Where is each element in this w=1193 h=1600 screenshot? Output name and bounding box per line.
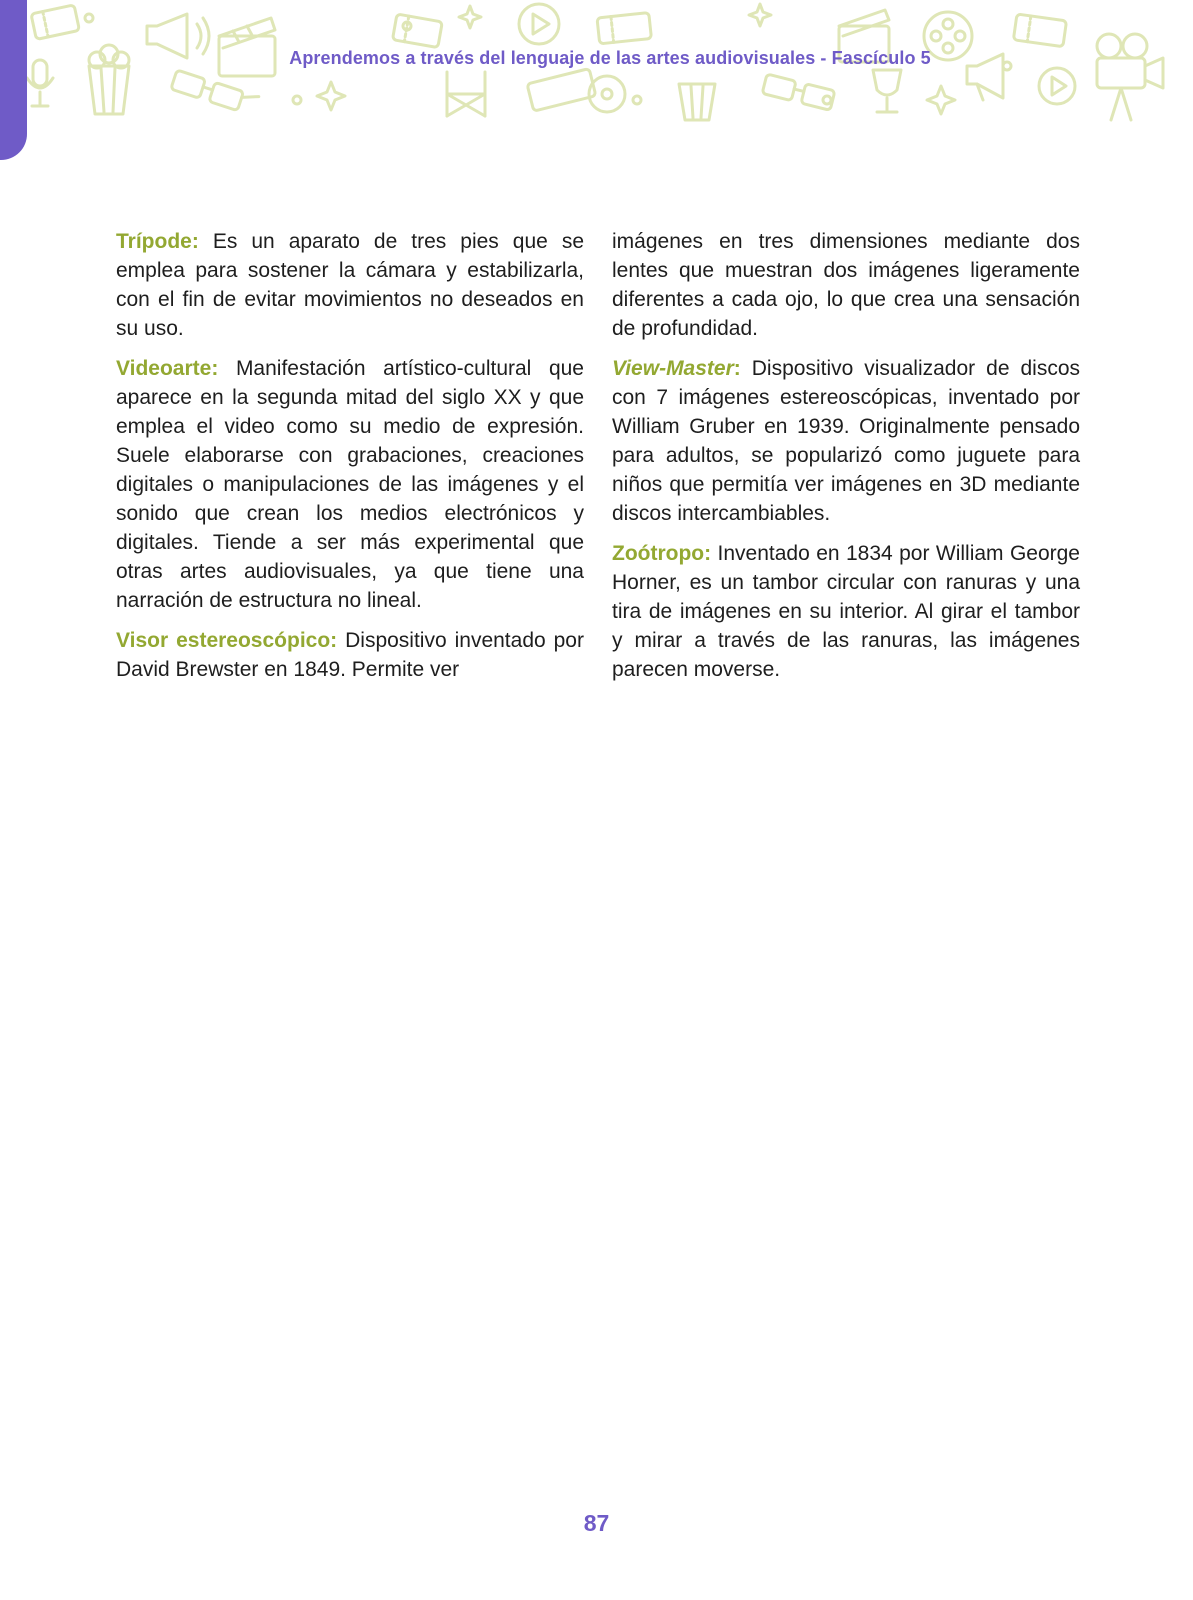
sparkle-icon	[317, 82, 345, 110]
glossary-definition: Es un aparato de tres pies que se emplea para sostener la cámara y estabilizarla, con el fin de evitar movimientos no deseados en su uso.	[116, 230, 584, 340]
glossary-definition: Manifestación artístico-cultural que aparece en la segunda mitad del siglo XX y que emplea el video como su medio de expresión. Suele elaborarse con grabaciones, creaciones digitales o manipulaciones de las imágenes y el sonido que crean los medios electrónicos y digitales. Tiende a ser más experimental que otras artes audiovisuales, ya que tiene una narración de estructura no lineal.	[116, 357, 584, 612]
play-icon	[519, 4, 559, 44]
ticket-icon	[597, 13, 651, 44]
glossary-term-colon: :	[733, 357, 741, 380]
sparkle-icon	[459, 6, 481, 28]
glossary-continuation: imágenes en tres dimensiones mediante dos lentes que muestran dos imágenes ligeramente diferentes a cada ojo, lo que crea una sensación de profundidad.	[612, 230, 1080, 340]
glossary-definition: Dispositivo visualizador de discos con 7 imágenes estereoscópicas, inventado por William Gruber en 1939. Originalmente pensado para adultos, se popularizó como juguete para niños que permitía ver imágenes en 3D mediante discos intercambiables.	[612, 357, 1080, 525]
film-reel-icon	[527, 69, 625, 112]
glossary-entry-view-master	[612, 354, 1080, 528]
popcorn-icon	[679, 84, 715, 120]
glossary-definition: Dispositivo inventado por David Brewster en 1849. Permite ver	[116, 629, 584, 681]
glossary-entry-zootropo	[612, 539, 1080, 684]
sparkle-icon	[927, 86, 955, 114]
glossary-term: Visor estereoscópico:	[116, 629, 338, 652]
sparkle-icon	[749, 4, 771, 26]
glossary-left-column	[116, 227, 584, 695]
movie-camera-icon	[1097, 34, 1163, 120]
ticket-icon	[31, 5, 79, 40]
ticket-icon	[1013, 14, 1066, 47]
header-decoration	[27, 0, 1193, 130]
play-icon	[1039, 68, 1075, 104]
3d-glasses-icon	[762, 74, 835, 110]
glossary-term: Videoarte:	[116, 357, 219, 380]
ticket-icon	[392, 14, 442, 48]
header-title: Aprendemos a través del lenguaje de las artes audiovisuales - Fascículo 5	[289, 48, 931, 68]
page-number: 87	[583, 1510, 610, 1536]
glossary-term: View-Master	[612, 357, 734, 380]
glossary-entry-videoarte	[116, 354, 584, 615]
glossary-term: Trípode:	[116, 230, 199, 253]
trophy-icon	[873, 70, 901, 112]
glossary-definition: Inventado en 1834 por William George Horner, es un tambor circular con ranuras y una tira de imágenes en su interior. Al girar el tambor y mirar a través de las ranuras, las imágenes parecen moverse.	[612, 542, 1080, 681]
glossary-entry-visor-estereoscopico	[116, 626, 584, 684]
glossary-right-column	[612, 227, 1080, 695]
director-chair-icon	[447, 72, 485, 116]
side-color-tab	[0, 0, 27, 160]
glossary-term: Zoótropo:	[612, 542, 712, 565]
glossary-entry-tripode	[116, 227, 584, 343]
